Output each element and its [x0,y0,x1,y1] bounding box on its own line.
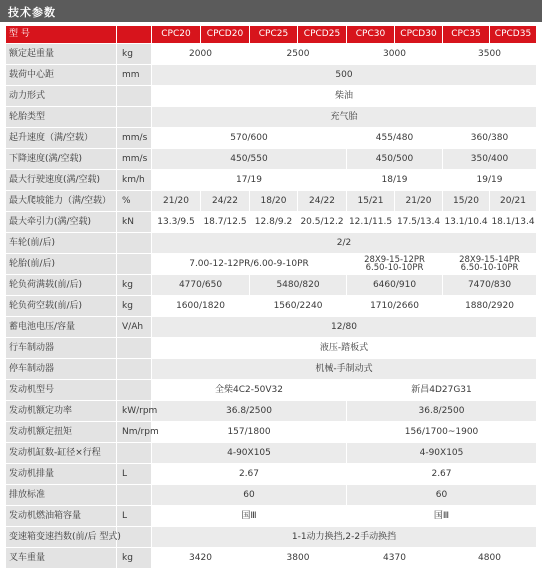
row-label: 轮负荷满载(前/后) [6,275,117,296]
value-cell: 17/19 [152,170,347,191]
value-cell: 柴油 [152,86,537,107]
value-cell: 18/19 [347,170,443,191]
table-row [6,107,537,128]
table-row [6,422,537,443]
row-label: 最大爬坡能力（满/空载） [6,191,117,212]
value-cell: 液压-踏板式 [152,338,537,359]
value-cell: 450/550 [152,149,347,170]
value-cell: 450/500 [347,149,443,170]
row-unit: Nm/rpm [117,422,152,443]
table-row [6,548,537,569]
row-unit [117,233,152,254]
value-cell: 充气胎 [152,107,537,128]
value-cell [443,254,537,275]
table-row [6,443,537,464]
row-unit: mm [117,65,152,86]
value-cell: 机械-手制动式 [152,359,537,380]
row-label: 发动机缸数-缸径×行程 [6,443,117,464]
row-label: 动力形式 [6,86,117,107]
row-unit: L [117,464,152,485]
value-cell: 3500 [443,44,537,65]
row-label: 发动机燃油箱容量 [6,506,117,527]
value-cell: 全柴4C2-50V32 [152,380,347,401]
value-cell: 19/19 [443,170,537,191]
header-label: 型 号 [6,26,117,44]
value-cell: 1-1动力换挡,2-2手动换挡 [152,527,537,548]
value-cell: 4770/650 [152,275,250,296]
value-cell: 36.8/2500 [347,401,537,422]
value-cell: 18.1/13.4 [490,212,537,233]
table-row [6,317,537,338]
row-unit: V/Ah [117,317,152,338]
value-cell: 12/80 [152,317,537,338]
value-cell: 7470/830 [443,275,537,296]
row-unit: kW/rpm [117,401,152,422]
row-label: 发动机排量 [6,464,117,485]
value-cell: 17.5/13.4 [395,212,443,233]
value-cell: 4800 [443,548,537,569]
row-label: 载荷中心距 [6,65,117,86]
tire-rear: 6.50-10-10PR [365,263,424,273]
table-row [6,380,537,401]
row-label: 轮胎类型 [6,107,117,128]
row-unit: mm/s [117,149,152,170]
value-cell: 1710/2660 [347,296,443,317]
value-cell: 12.8/9.2 [250,212,298,233]
value-cell: 5480/820 [250,275,347,296]
value-cell: 570/600 [152,128,347,149]
row-unit [117,86,152,107]
value-cell [347,254,443,275]
model-cell: CPC20 [152,26,201,44]
value-cell: 60 [347,485,537,506]
model-cell: CPCD20 [201,26,250,44]
row-unit [117,254,152,275]
value-cell: 4-90X105 [152,443,347,464]
table-row [6,65,537,86]
row-label: 最大行驶速度(满/空载) [6,170,117,191]
row-label: 起升速度（满/空载） [6,128,117,149]
row-label: 发动机型号 [6,380,117,401]
row-label: 发动机额定扭矩 [6,422,117,443]
value-cell: 1600/1820 [152,296,250,317]
row-unit: kN [117,212,152,233]
model-cell: CPC25 [250,26,298,44]
row-unit: kg [117,44,152,65]
value-cell: 4370 [347,548,443,569]
value-cell: 21/20 [395,191,443,212]
value-cell: 455/480 [347,128,443,149]
tire-rear: 6.50-10-10PR [460,263,519,273]
row-label: 车轮(前/后) [6,233,117,254]
row-unit [117,380,152,401]
value-cell: 6460/910 [347,275,443,296]
value-cell: 12.1/11.5 [347,212,395,233]
header-unit [117,26,152,44]
value-cell: 15/20 [443,191,490,212]
row-unit [117,107,152,128]
value-cell: 2.67 [347,464,537,485]
table-row [6,149,537,170]
table-row [6,359,537,380]
value-cell: 新昌4D27G31 [347,380,537,401]
row-unit: % [117,191,152,212]
value-cell: 国Ⅲ [152,506,347,527]
value-cell: 157/1800 [152,422,347,443]
row-unit [117,338,152,359]
row-label: 轮胎(前/后) [6,254,117,275]
row-unit [117,485,152,506]
value-cell: 国Ⅲ [347,506,537,527]
row-unit: kg [117,548,152,569]
table-row [6,485,537,506]
table-row [6,233,537,254]
row-unit: kg [117,296,152,317]
value-cell: 24/22 [201,191,250,212]
header-row [6,26,537,44]
row-label: 下降速度(满/空载) [6,149,117,170]
row-label: 轮负荷空载(前/后) [6,296,117,317]
row-label: 叉车重量 [6,548,117,569]
table-row [6,191,537,212]
value-cell: 156/1700~1900 [347,422,537,443]
table-row [6,527,537,548]
table-row [6,338,537,359]
section-title-bar [0,0,542,22]
value-cell: 60 [152,485,347,506]
row-unit [117,443,152,464]
value-cell: 500 [152,65,537,86]
value-cell: 2/2 [152,233,537,254]
table-row [6,86,537,107]
value-cell: 15/21 [347,191,395,212]
value-cell: 13.3/9.5 [152,212,201,233]
row-unit: km/h [117,170,152,191]
value-cell: 20/21 [490,191,537,212]
row-unit: kg [117,275,152,296]
row-unit [117,527,152,548]
table-row [6,275,537,296]
row-label: 蓄电池电压/容量 [6,317,117,338]
section-title: 技术参数 [8,6,56,19]
value-cell: 21/20 [152,191,201,212]
table-row [6,254,537,275]
value-cell: 36.8/2500 [152,401,347,422]
table-row [6,212,537,233]
model-cell: CPC35 [443,26,490,44]
value-cell: 7.00-12-12PR/6.00-9-10PR [152,254,347,275]
model-cell: CPCD35 [490,26,537,44]
value-cell: 3800 [250,548,347,569]
row-unit: mm/s [117,128,152,149]
value-cell: 1880/2920 [443,296,537,317]
row-label: 行车制动器 [6,338,117,359]
row-label: 变速箱变速挡数(前/后 型式) [6,527,117,548]
row-unit [117,359,152,380]
value-cell: 18/20 [250,191,298,212]
value-cell: 2000 [152,44,250,65]
row-label: 最大牵引力(满/空载) [6,212,117,233]
row-unit: L [117,506,152,527]
value-cell: 3000 [347,44,443,65]
table-row [6,128,537,149]
table-row [6,296,537,317]
table-row [6,170,537,191]
table-row [6,506,537,527]
table-row [6,464,537,485]
value-cell: 18.7/12.5 [201,212,250,233]
value-cell: 2.67 [152,464,347,485]
value-cell: 13.1/10.4 [443,212,490,233]
row-label: 停车制动器 [6,359,117,380]
tire-front: 28X9-15-14PR [459,255,520,265]
model-cell: CPC30 [347,26,395,44]
value-cell: 2500 [250,44,347,65]
row-label: 排放标准 [6,485,117,506]
value-cell: 4-90X105 [347,443,537,464]
tire-front: 28X9-15-12PR [364,255,425,265]
value-cell: 20.5/12.2 [298,212,347,233]
row-label: 发动机额定功率 [6,401,117,422]
value-cell: 350/400 [443,149,537,170]
value-cell: 1560/2240 [250,296,347,317]
table-row [6,401,537,422]
value-cell: 24/22 [298,191,347,212]
row-label: 额定起重量 [6,44,117,65]
spec-table [5,25,537,569]
table-row [6,44,537,65]
model-cell: CPCD25 [298,26,347,44]
value-cell: 3420 [152,548,250,569]
model-cell: CPCD30 [395,26,443,44]
value-cell: 360/380 [443,128,537,149]
